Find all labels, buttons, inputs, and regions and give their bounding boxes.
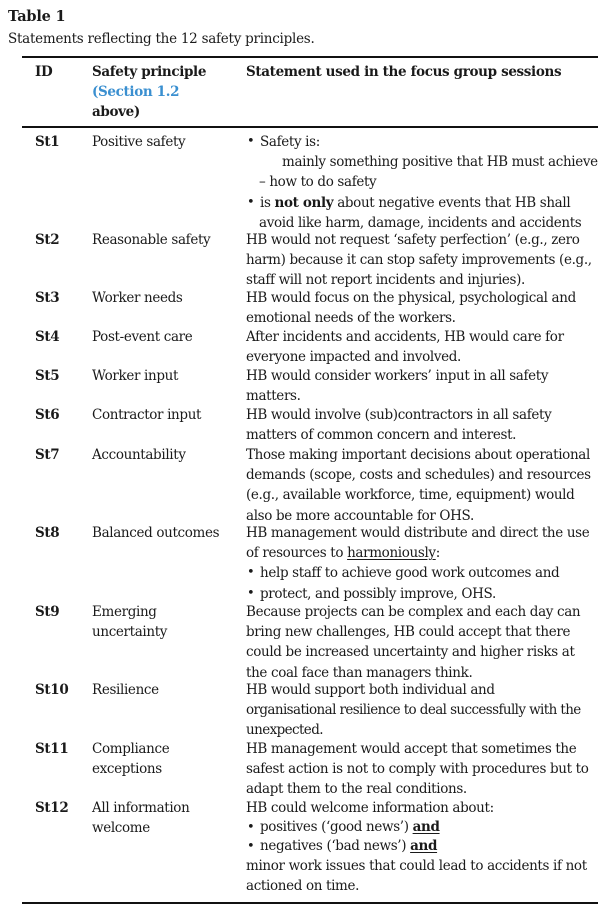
underlined-text: harmoniously — [347, 545, 436, 562]
statement-line: HB would support both individual and — [246, 682, 495, 698]
row-principle: Resilience — [92, 682, 159, 698]
top-rule — [22, 56, 598, 58]
header-principle-suffix: above) — [92, 104, 140, 121]
row-principle: Contractor input — [92, 407, 202, 423]
row-id: St9 — [35, 604, 60, 620]
row-statement: HB management would accept that sometimes the safest action is not to comply with procedures but to adapt them to the real conditions. — [246, 741, 589, 798]
text-span: positives (‘good news’) — [260, 819, 413, 836]
table-title: Table 1 — [8, 8, 66, 25]
table-caption-text: Statements reflecting the 12 safety principles. — [8, 31, 315, 47]
row-statement — [246, 523, 598, 604]
row-principle — [92, 798, 242, 838]
row-id: St4 — [35, 329, 60, 345]
principle-line: Compliance — [92, 741, 170, 757]
principle-line: All information — [92, 800, 190, 816]
continuation-line: avoid like harm, damage, incidents and accidents — [259, 214, 582, 231]
row-id: St3 — [35, 290, 60, 306]
header-principle-label: Safety principle — [92, 64, 207, 80]
row-statement: After incidents and accidents, HB would care for everyone impacted and involved. — [246, 329, 564, 366]
row-id: St12 — [35, 800, 69, 816]
emphasis-text: not only — [274, 194, 334, 211]
bullet-item — [246, 818, 598, 837]
row-id: St11 — [35, 741, 69, 757]
bullet-item — [246, 193, 598, 213]
row-statement — [246, 798, 598, 897]
row-principle: Post-event care — [92, 329, 193, 345]
bullet-item: • protect, and possibly improve, OHS. — [246, 584, 598, 604]
header-rule — [22, 126, 598, 128]
statement-intro — [246, 523, 598, 563]
row-id: St1 — [35, 134, 60, 150]
statement-line: organisational resilience to deal successfully with the unexpected. — [246, 702, 581, 739]
row-id: St7 — [35, 447, 60, 463]
row-statement: HB would not request ‘safety perfection’ (e.g., zero harm) because it can stop safety improvements (e.g., staff will not report incidents and injuries). — [246, 232, 592, 289]
bullet-item: • Safety is: — [246, 132, 598, 152]
statement-intro: HB could welcome information about: — [246, 800, 494, 816]
row-statement: HB would focus on the physical, psychological and emotional needs of the workers. — [246, 290, 576, 327]
statement-outro: minor work issues that could lead to accidents if not actioned on time. — [246, 858, 587, 895]
row-principle: Worker needs — [92, 290, 183, 306]
indented-line: – how to do safety — [259, 174, 377, 191]
principle-line: uncertainty — [92, 624, 168, 641]
row-principle: Accountability — [92, 447, 186, 463]
row-statement — [246, 680, 598, 741]
text-span: : — [435, 545, 440, 562]
principle-line: welcome — [92, 820, 150, 837]
row-statement: HB would consider workers’ input in all safety matters. — [246, 368, 549, 405]
underlined-text: and — [410, 838, 438, 855]
row-statement: Because projects can be complex and each day can bring new challenges, HB could accept that there could be increased uncertainty and higher risks at the coal face than managers think. — [246, 604, 581, 681]
text-span: is — [260, 194, 275, 211]
row-id: St10 — [35, 682, 69, 698]
row-principle: Worker input — [92, 368, 179, 384]
row-id: St8 — [35, 525, 60, 541]
row-principle: Reasonable safety — [92, 232, 211, 248]
row-principle: Balanced outcomes — [92, 525, 220, 541]
row-statement — [246, 132, 598, 233]
header-id: ID — [35, 64, 53, 80]
row-statement: HB would involve (sub)contractors in all safety matters of common concern and interest. — [246, 407, 552, 444]
row-id: St2 — [35, 232, 60, 248]
principle-line: Emerging — [92, 604, 157, 620]
text-span: negatives (‘bad news’) — [260, 838, 411, 855]
indented-line: mainly something positive that HB must achieve — [282, 154, 598, 171]
row-principle — [92, 739, 242, 779]
row-principle: Positive safety — [92, 134, 186, 150]
underlined-text: and — [412, 819, 440, 836]
header-statement: Statement used in the focus group sessions — [246, 64, 562, 80]
principle-line: exceptions — [92, 761, 162, 778]
row-principle — [92, 602, 242, 642]
header-principle — [92, 62, 242, 123]
row-id: St6 — [35, 407, 60, 423]
bullet-item — [246, 837, 598, 856]
text-span: about negative events that HB shall — [333, 194, 571, 211]
row-id: St5 — [35, 368, 60, 384]
bullet-item: • help staff to achieve good work outcomes and — [246, 563, 598, 583]
section-link[interactable]: (Section 1.2 — [92, 84, 180, 101]
text-span: HB management would distribute and direct the use of resources to — [246, 525, 590, 562]
row-statement: Those making important decisions about operational demands (scope, costs and schedules) and resources (e.g., available workforce, time, equipment) would also be more accountable for OHS. — [246, 447, 591, 524]
bottom-rule — [22, 902, 598, 904]
